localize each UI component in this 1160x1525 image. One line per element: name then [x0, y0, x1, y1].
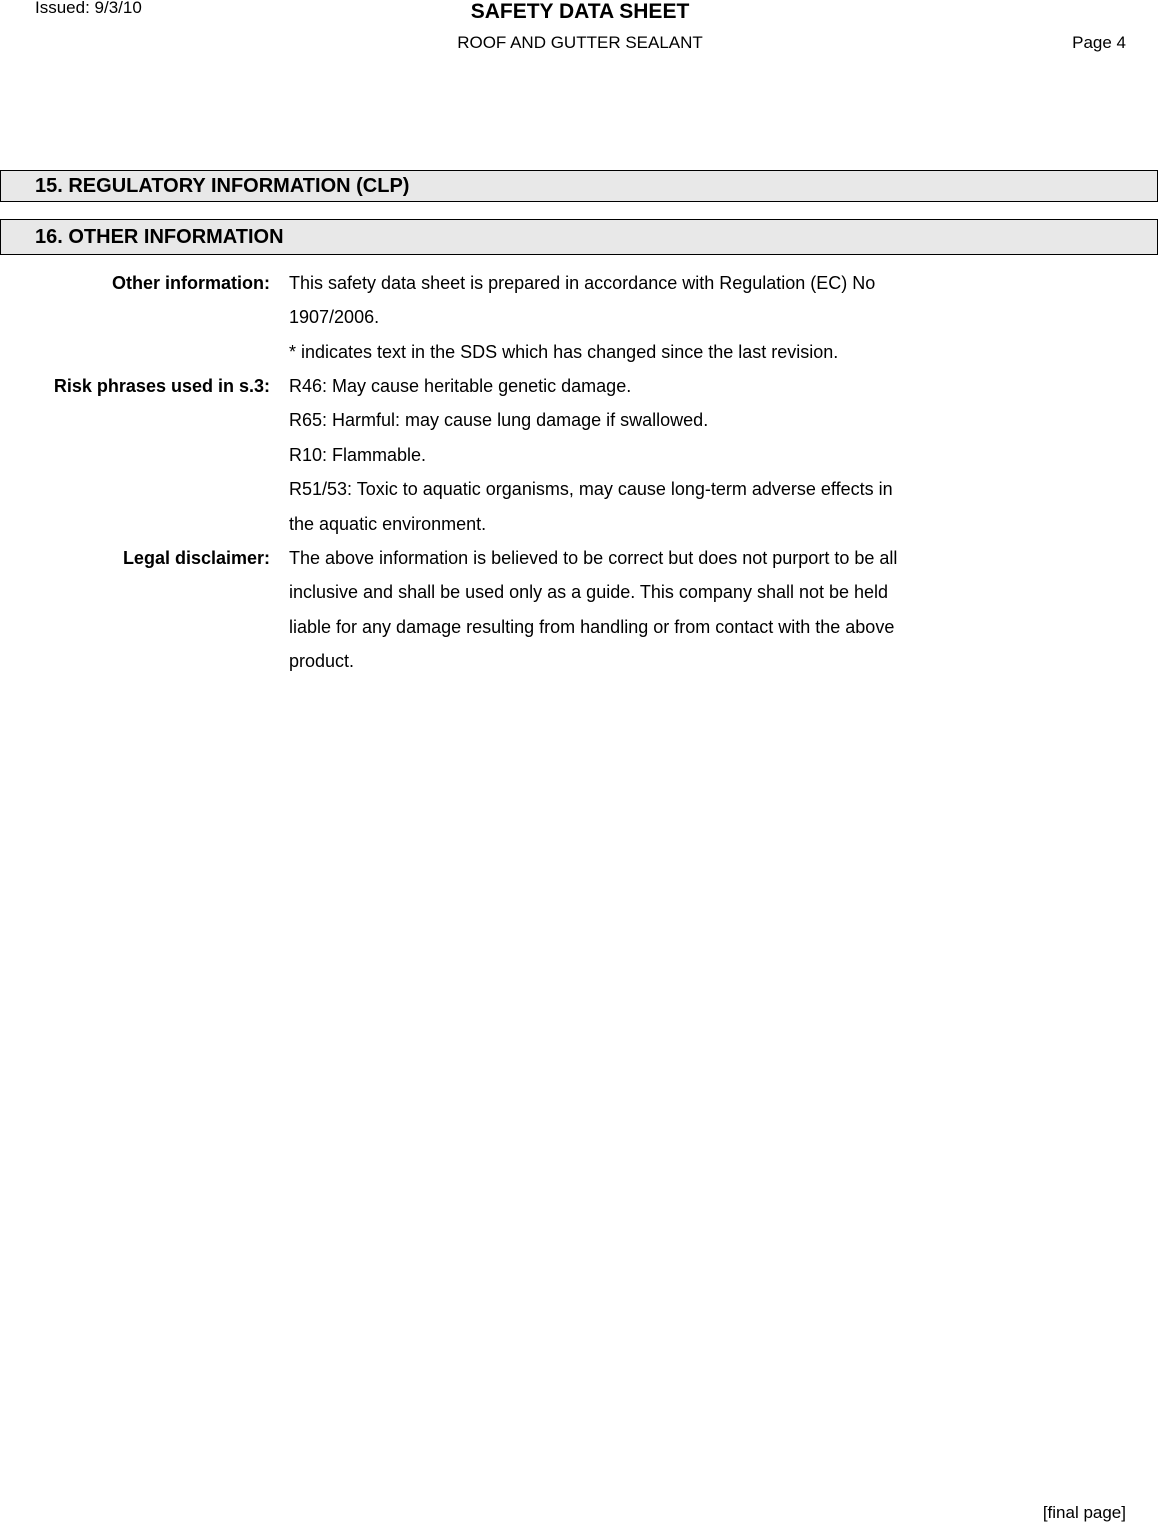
risk-phrases-text — [289, 369, 949, 541]
section-16-heading: 16. OTHER INFORMATION — [0, 219, 1158, 255]
text-line: 1907/2006. — [289, 307, 380, 328]
text-line: liable for any damage resulting from handling or from contact with the above — [289, 616, 895, 637]
text-line: This safety data sheet is prepared in accordance with Regulation (EC) No — [289, 273, 876, 293]
other-information-label: Other information: — [112, 273, 270, 293]
text-line: R10: Flammable. — [289, 444, 427, 465]
text-line: inclusive and shall be used only as a guide. This company shall not be held — [289, 582, 889, 603]
text-line: R65: Harmful: may cause lung damage if swallowed. — [289, 410, 709, 431]
legal-disclaimer-text — [289, 541, 949, 679]
product-name: ROOF AND GUTTER SEALANT — [457, 33, 703, 52]
text-line: R51/53: Toxic to aquatic organisms, may cause long-term adverse effects in — [289, 479, 893, 500]
text-line: * indicates text in the SDS which has changed since the last revision. — [289, 341, 839, 362]
final-page-note: [final page] — [1042, 1503, 1126, 1522]
risk-phrases-label: Risk phrases used in s.3: — [53, 376, 270, 396]
text-line: R46: May cause heritable genetic damage. — [289, 376, 632, 396]
text-line: The above information is believed to be correct but does not purport to be all — [289, 548, 898, 568]
text-line: the aquatic environment. — [289, 513, 487, 534]
document-title: SAFETY DATA SHEET — [470, 0, 690, 23]
section-15-heading: 15. REGULATORY INFORMATION (CLP) — [0, 170, 1158, 202]
issued-date: Issued: 9/3/10 — [35, 0, 142, 17]
legal-disclaimer-label: Legal disclaimer: — [122, 548, 270, 568]
page-number: Page 4 — [1072, 33, 1126, 52]
other-information-text — [289, 266, 949, 369]
text-line: product. — [289, 651, 355, 672]
